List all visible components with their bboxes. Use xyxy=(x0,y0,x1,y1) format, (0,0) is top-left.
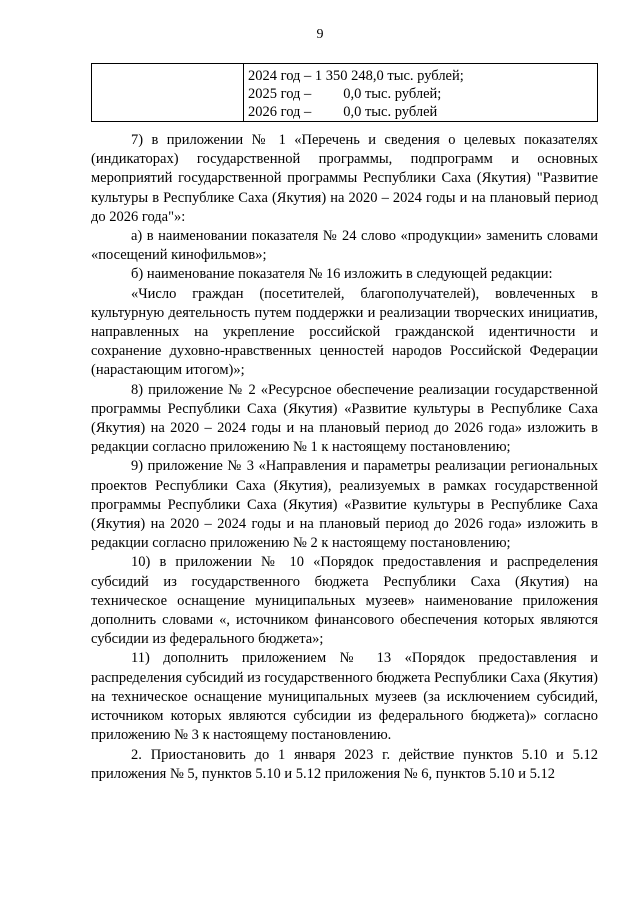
financing-line-2026 xyxy=(244,103,597,121)
year-label: 2025 год – xyxy=(248,86,312,102)
paragraph-indicator-16-text: «Число граждан (посетителей, благополучателей), вовлеченных в культурную деятельность путем поддержки и реализации творческих инициатив, направленных на укрепление российской гражданской идентичности и сохранение духовно-нравственных ценностей народов Российской Федерации (нарастающим итогом)»; xyxy=(91,285,598,379)
table-cell-empty xyxy=(92,64,244,122)
table-row xyxy=(92,64,598,122)
page-number: 9 xyxy=(316,27,324,42)
table-cell-financing xyxy=(244,64,598,122)
amount-value: 0,0 тыс. рублей; xyxy=(343,86,442,102)
financing-table xyxy=(91,63,598,122)
paragraph-item-7: 7) в приложении № 1 «Перечень и сведения о целевых показателях (индикаторах) государственной программы, подпрограмм и основных мероприятий государственной программы Республики Саха (Якутия) "Развитие культуры в Республике Саха (Якутия) на 2020 – 2024 годы и на плановый период до 2026 года"»: xyxy=(91,132,598,225)
document-body xyxy=(91,131,598,784)
amount-value: 0,0 тыс. рублей xyxy=(343,104,438,120)
paragraph-item-8: 8) приложение № 2 «Ресурсное обеспечение реализации государственной программы Республики Саха (Якутия) «Развитие культуры в Республике Саха (Якутия) на 2020 – 2024 годы и на плановый период до 2026 года» изложить в редакции согласно приложению № 1 к настоящему постановлению; xyxy=(91,381,598,456)
paragraph-point-2: 2. Приостановить до 1 января 2023 г. действие пунктов 5.10 и 5.12 приложения № 5, пунктов 5.10 и 5.12 приложения № 6, пунктов 5.10 и 5.12 xyxy=(91,746,598,782)
paragraph-item-9: 9) приложение № 3 «Направления и параметры реализации региональных проектов Республики Саха (Якутия), реализуемых в рамках государственной программы Республики Саха (Якутия) «Развитие культуры в Республике Саха (Якутия) на 2020 – 2024 годы и на плановый период до 2026 года» изложить в редакции согласно приложению № 2 к настоящему постановлению; xyxy=(91,458,598,552)
financing-line-2025 xyxy=(244,85,597,103)
paragraph-item-10: 10) в приложении № 10 «Порядок предоставления и распределения субсидий из государственного бюджета Республики Саха (Якутия) на техническое оснащение муниципальных музеев» наименование приложения дополнить словами «, источником финансового обеспечения которых являются субсидии из федерального бюджета»; xyxy=(91,554,598,648)
amount-value: 1 350 248,0 тыс. рублей; xyxy=(311,68,464,84)
paragraph-item-11: 11) дополнить приложением № 13 «Порядок предоставления и распределения субсидий из государственного бюджета Республики Саха (Якутия) на техническое оснащение муниципальных музеев (за исключением субсидий, источником которых являются субсидии из федерального бюджета)» согласно приложению № 3 к настоящему постановлению. xyxy=(91,650,598,744)
paragraph-item-7b: б) наименование показателя № 16 изложить в следующей редакции: xyxy=(131,266,553,283)
year-label: 2026 год – xyxy=(248,104,312,120)
paragraph-item-7a: а) в наименовании показателя № 24 слово «продукции» заменить словами «посещений кинофильмов»; xyxy=(91,228,598,264)
year-label: 2024 год – xyxy=(248,68,312,84)
financing-line-2024 xyxy=(244,64,597,85)
